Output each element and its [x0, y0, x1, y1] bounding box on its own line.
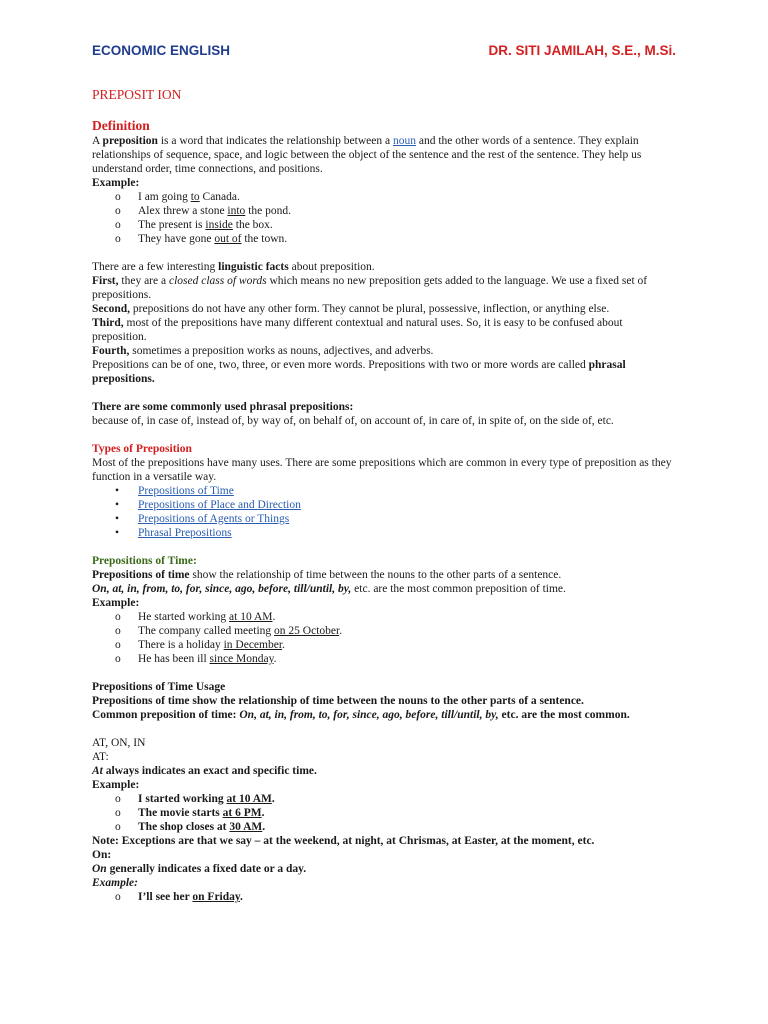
example-label — [92, 176, 677, 190]
text: . — [240, 891, 243, 903]
text: Prepositions can be of one, two, three, or even more words. Prepositions with two or more words are called — [92, 359, 589, 371]
time-heading: Prepositions of Time: — [92, 555, 197, 567]
text: most of the prepositions have many different contextual and natural uses. So, it is easy to be confused about preposition. — [92, 317, 623, 343]
list-item — [92, 820, 677, 834]
phrasal-heading — [92, 400, 677, 414]
list-item — [92, 806, 677, 820]
fact-label: First, — [92, 275, 119, 287]
example-label — [92, 596, 677, 610]
text: A — [92, 135, 103, 147]
fact-label: Fourth, — [92, 345, 130, 357]
text: show the relationship of time between the nouns to the other parts of a sentence. — [189, 569, 562, 581]
bold-term: linguistic facts — [218, 261, 289, 273]
types-links — [92, 484, 677, 540]
underlined-phrase: since Monday — [209, 653, 274, 665]
list-item — [92, 624, 677, 638]
on-definition — [92, 862, 677, 876]
note — [92, 834, 677, 848]
text: . — [273, 653, 277, 665]
list-item — [92, 890, 677, 904]
text: etc. are the most common. — [498, 709, 630, 721]
definition-heading: Definition — [92, 118, 150, 133]
underlined-phrase: at 10 AM — [226, 793, 272, 805]
example-label-text: Example: — [92, 177, 140, 189]
italic-term: On — [92, 863, 107, 875]
link-prepositions-of-time[interactable]: Prepositions of Time — [138, 485, 234, 497]
list-item — [92, 526, 677, 540]
usage-common — [92, 708, 677, 722]
underlined-phrase: on 25 October — [274, 625, 340, 637]
text: The movie starts — [138, 807, 223, 819]
fact-second — [92, 302, 677, 316]
list-item — [92, 218, 677, 232]
text: prepositions do not have any other form. They cannot be plural, possessive, inflection, or anything else. — [130, 303, 610, 315]
document-title: PREPOSIT ION — [92, 87, 182, 102]
page-header — [92, 43, 676, 59]
underlined-phrase: at 6 PM — [222, 807, 262, 819]
text: Canada. — [199, 191, 240, 203]
text: . — [339, 625, 343, 637]
text: they are a — [118, 275, 169, 287]
definition-examples — [92, 190, 677, 246]
example-label — [92, 778, 677, 792]
at-definition — [92, 764, 677, 778]
list-item — [92, 652, 677, 666]
list-item — [92, 638, 677, 652]
text: and the other words of a sentence. They explain relationships of sequence, space, and logic between the object of the sentence and the rest of the sentence. They help us understand order, time connections, and positions. — [92, 135, 642, 175]
document-body — [92, 86, 677, 904]
text: The present is — [138, 219, 206, 231]
text: the box. — [232, 219, 273, 231]
phrasal-list: because of, in case of, instead of, by way of, on behalf of, on account of, in care of, in spite of, on the side of, etc. — [92, 415, 614, 427]
text: There are a few interesting — [92, 261, 219, 273]
on-label — [92, 848, 677, 862]
text: which means no new preposition gets added to the language. We use a fixed set of prepositions. — [92, 275, 648, 301]
text: always indicates an exact and specific time. — [102, 765, 317, 777]
facts-intro — [92, 260, 677, 274]
usage-heading — [92, 680, 677, 694]
italic-term: At — [92, 765, 103, 777]
text: sometimes a preposition works as nouns, adjectives, and adverbs. — [129, 345, 434, 357]
italic-list: On, at, in, from, to, for, since, ago, before, till/until, by, — [239, 709, 499, 721]
text: I started working — [138, 793, 227, 805]
list-item — [92, 498, 677, 512]
usage-line-text: Prepositions of time show the relationship of time between the nouns to the other parts of a sentence. — [92, 695, 584, 707]
underlined-phrase: at 10 AM — [229, 611, 273, 623]
text: I am going — [138, 191, 191, 203]
list-item — [92, 484, 677, 498]
underlined-preposition: inside — [205, 219, 233, 231]
underlined-phrase: 30 AM — [229, 821, 263, 833]
list-item — [92, 792, 677, 806]
text: Common preposition of time: — [92, 709, 240, 721]
text: is a word that indicates the relationship between a — [157, 135, 393, 147]
types-heading: Types of Preposition — [92, 443, 192, 455]
underlined-preposition: to — [190, 191, 200, 203]
time-definition — [92, 568, 677, 582]
text: . — [272, 611, 276, 623]
list-item — [92, 190, 677, 204]
fact-third — [92, 316, 677, 344]
text: etc. are the most common preposition of time. — [351, 583, 566, 595]
text: He has been ill — [138, 653, 210, 665]
time-common — [92, 582, 677, 596]
text: He started working — [138, 611, 230, 623]
example-label — [92, 876, 677, 890]
italic-list: On, at, in, from, to, for, since, ago, before, till/until, by, — [92, 583, 352, 595]
underlined-preposition: into — [227, 205, 246, 217]
underlined-phrase: on Friday — [192, 891, 241, 903]
types-intro: Most of the prepositions have many uses. There are some prepositions which are common in every type of preposition as they function in a versatile way. — [92, 457, 672, 483]
underlined-preposition: out of — [214, 233, 242, 245]
text: There is a holiday — [138, 639, 224, 651]
phrasal-heading-text: There are some commonly used phrasal prepositions: — [92, 401, 354, 413]
fact-label: Second, — [92, 303, 131, 315]
at-label: AT: — [92, 751, 109, 763]
text: They have gone — [138, 233, 215, 245]
text: about preposition. — [288, 261, 375, 273]
italic-term: closed class of words — [168, 275, 267, 287]
text: . — [271, 793, 275, 805]
fact-first — [92, 274, 677, 302]
underlined-phrase: in December — [223, 639, 283, 651]
link-prepositions-of-place[interactable]: Prepositions of Place and Direction — [138, 499, 301, 511]
text: I’ll see her — [138, 891, 193, 903]
example-label-text: Example: — [92, 877, 138, 889]
bold-term: Prepositions of time — [92, 569, 190, 581]
list-item — [92, 610, 677, 624]
example-label-text: Example: — [92, 597, 140, 609]
text: generally indicates a fixed date or a day. — [106, 863, 307, 875]
example-label-text: Example: — [92, 779, 140, 791]
header-course-title: ECONOMIC ENGLISH — [92, 43, 231, 58]
text: Alex threw a stone — [138, 205, 228, 217]
text: The company called meeting — [138, 625, 275, 637]
list-item — [92, 512, 677, 526]
on-label-text: On: — [92, 849, 112, 861]
header-author: DR. SITI JAMILAH, S.E., M.Si. — [488, 43, 676, 58]
link-prepositions-of-agents[interactable]: Prepositions of Agents or Things — [138, 513, 290, 525]
usage-line — [92, 694, 677, 708]
text: the town. — [241, 233, 288, 245]
noun-link[interactable]: noun — [392, 135, 416, 147]
usage-heading-text: Prepositions of Time Usage — [92, 681, 226, 693]
note-text: Note: Exceptions are that we say – at the weekend, at night, at Chrismas, at Easter, at the moment, etc. — [92, 835, 595, 847]
text: . — [262, 821, 266, 833]
aoi-heading: AT, ON, IN — [92, 737, 146, 749]
text: The shop closes at — [138, 821, 230, 833]
bold-term: preposition — [102, 135, 158, 147]
fact-label: Third, — [92, 317, 124, 329]
time-examples — [92, 610, 677, 666]
text: . — [261, 807, 265, 819]
at-examples — [92, 792, 677, 834]
bold-term: phrasal prepositions. — [92, 359, 626, 385]
phrasal-definition — [92, 358, 677, 386]
text: the pond. — [245, 205, 291, 217]
fact-fourth — [92, 344, 677, 358]
text: . — [282, 639, 285, 651]
on-examples — [92, 890, 677, 904]
definition-paragraph — [92, 134, 677, 176]
list-item — [92, 232, 677, 246]
link-phrasal-prepositions[interactable]: Phrasal Prepositions — [138, 527, 232, 539]
list-item — [92, 204, 677, 218]
